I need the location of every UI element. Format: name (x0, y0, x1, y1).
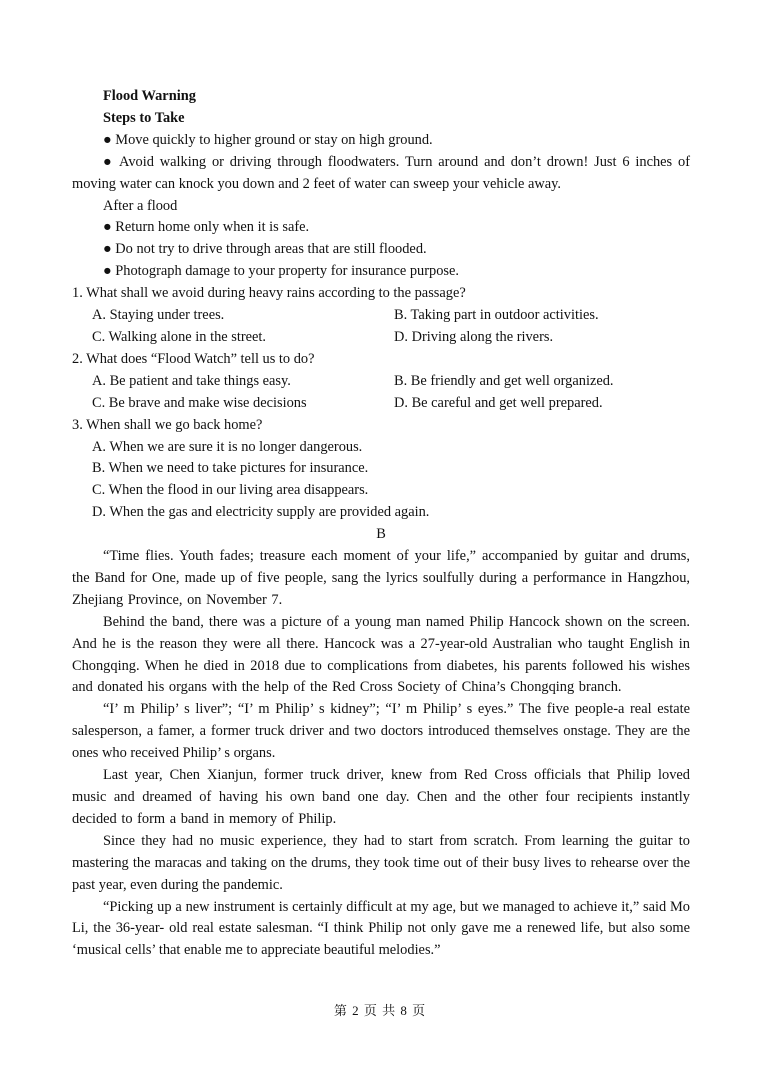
question-3 (72, 415, 690, 525)
option-b: B. When we need to take pictures for insurance. (92, 460, 369, 477)
page-content (72, 86, 690, 962)
passage-paragraph: “Time flies. Youth fades; treasure each moment of your life,” accompanied by guitar and drums, the Band for One, made up of five people, sang the lyrics soulfully during a performance in Hangzhou, Zhejiang Province, on November 7. (72, 548, 690, 608)
option-a: A. Staying under trees. (92, 307, 225, 324)
option-c: C. Walking alone in the street. (92, 328, 267, 345)
passage-paragraph: Since they had no music experience, they had to start from scratch. From learning the guitar to mastering the maracas and taking on the drums, they took time out of their busy lives to rehearse over the past year, even during the pandemic. (72, 832, 690, 893)
question-1 (72, 283, 690, 349)
passage-paragraph: Behind the band, there was a picture of a young man named Philip Hancock shown on the screen. And he is the reason they were all there. Hancock was a 27-year-old Australian who taught English in Chongqing. When he died in 2018 due to complications from diabetes, his parents followed his wishes and donated his organs with the help of the Red Cross Society of China’s Chongqing branch. (72, 613, 690, 696)
option-d: D. Driving along the rivers. (394, 328, 554, 345)
passage-paragraph: “I’ m Philip’ s liver”; “I’ m Philip’ s kidney”; “I’ m Philip’ s eyes.” The five people-a real estate salesperson, a famer, a former truck driver and two doctors introduced themselves onstage. They are the ones who received Philip’ s organs. (72, 701, 690, 762)
question-stem: 2. What does “Flood Watch” tell us to do? (72, 350, 315, 367)
option-c: C. Be brave and make wise decisions (92, 394, 307, 411)
option-b: B. Be friendly and get well organized. (394, 372, 614, 389)
after-bullet: ● Do not try to drive through areas that are still flooded. (103, 241, 427, 258)
question-stem: 1. What shall we avoid during heavy rains according to the passage? (72, 285, 466, 302)
steps-heading: Steps to Take (103, 109, 185, 126)
option-c: C. When the flood in our living area disappears. (92, 482, 369, 499)
after-flood-heading: After a flood (103, 197, 178, 214)
option-a: A. Be patient and take things easy. (92, 372, 291, 389)
step-bullet: ● Move quickly to higher ground or stay on high ground. (103, 131, 433, 148)
page-number-footer: 第 2 页 共 8 页 (333, 1003, 427, 1018)
section-b-label: B (376, 526, 386, 543)
option-b: B. Taking part in outdoor activities. (394, 307, 599, 324)
question-stem: 3. When shall we go back home? (72, 416, 263, 433)
question-2 (72, 349, 690, 415)
step-bullet: ● Avoid walking or driving through floodwaters. Turn around and don’t drown! Just 6 inches of moving water can knock you down and 2 feet of water can sweep your vehicle away. (72, 153, 690, 192)
option-d: D. When the gas and electricity supply are provided again. (92, 504, 430, 521)
passage-paragraph: Last year, Chen Xianjun, former truck driver, knew from Red Cross officials that Philip loved music and dreamed of having his own band one day. Chen and the other four recipients instantly decided to form a band in memory of Philip. (72, 767, 690, 827)
after-bullet: ● Photograph damage to your property for insurance purpose. (103, 263, 459, 280)
after-bullet: ● Return home only when it is safe. (103, 219, 310, 236)
passage-paragraph: “Picking up a new instrument is certainly difficult at my age, but we managed to achieve it,” said Mo Li, the 36-year- old real estate salesman. “I think Philip not only gave me a renewed life, but also some ‘musical cells’ that enable me to appreciate beautiful melodies.” (72, 898, 690, 959)
option-d: D. Be careful and get well prepared. (394, 394, 603, 411)
flood-warning-title: Flood Warning (103, 88, 196, 104)
option-a: A. When we are sure it is no longer dangerous. (92, 438, 363, 455)
